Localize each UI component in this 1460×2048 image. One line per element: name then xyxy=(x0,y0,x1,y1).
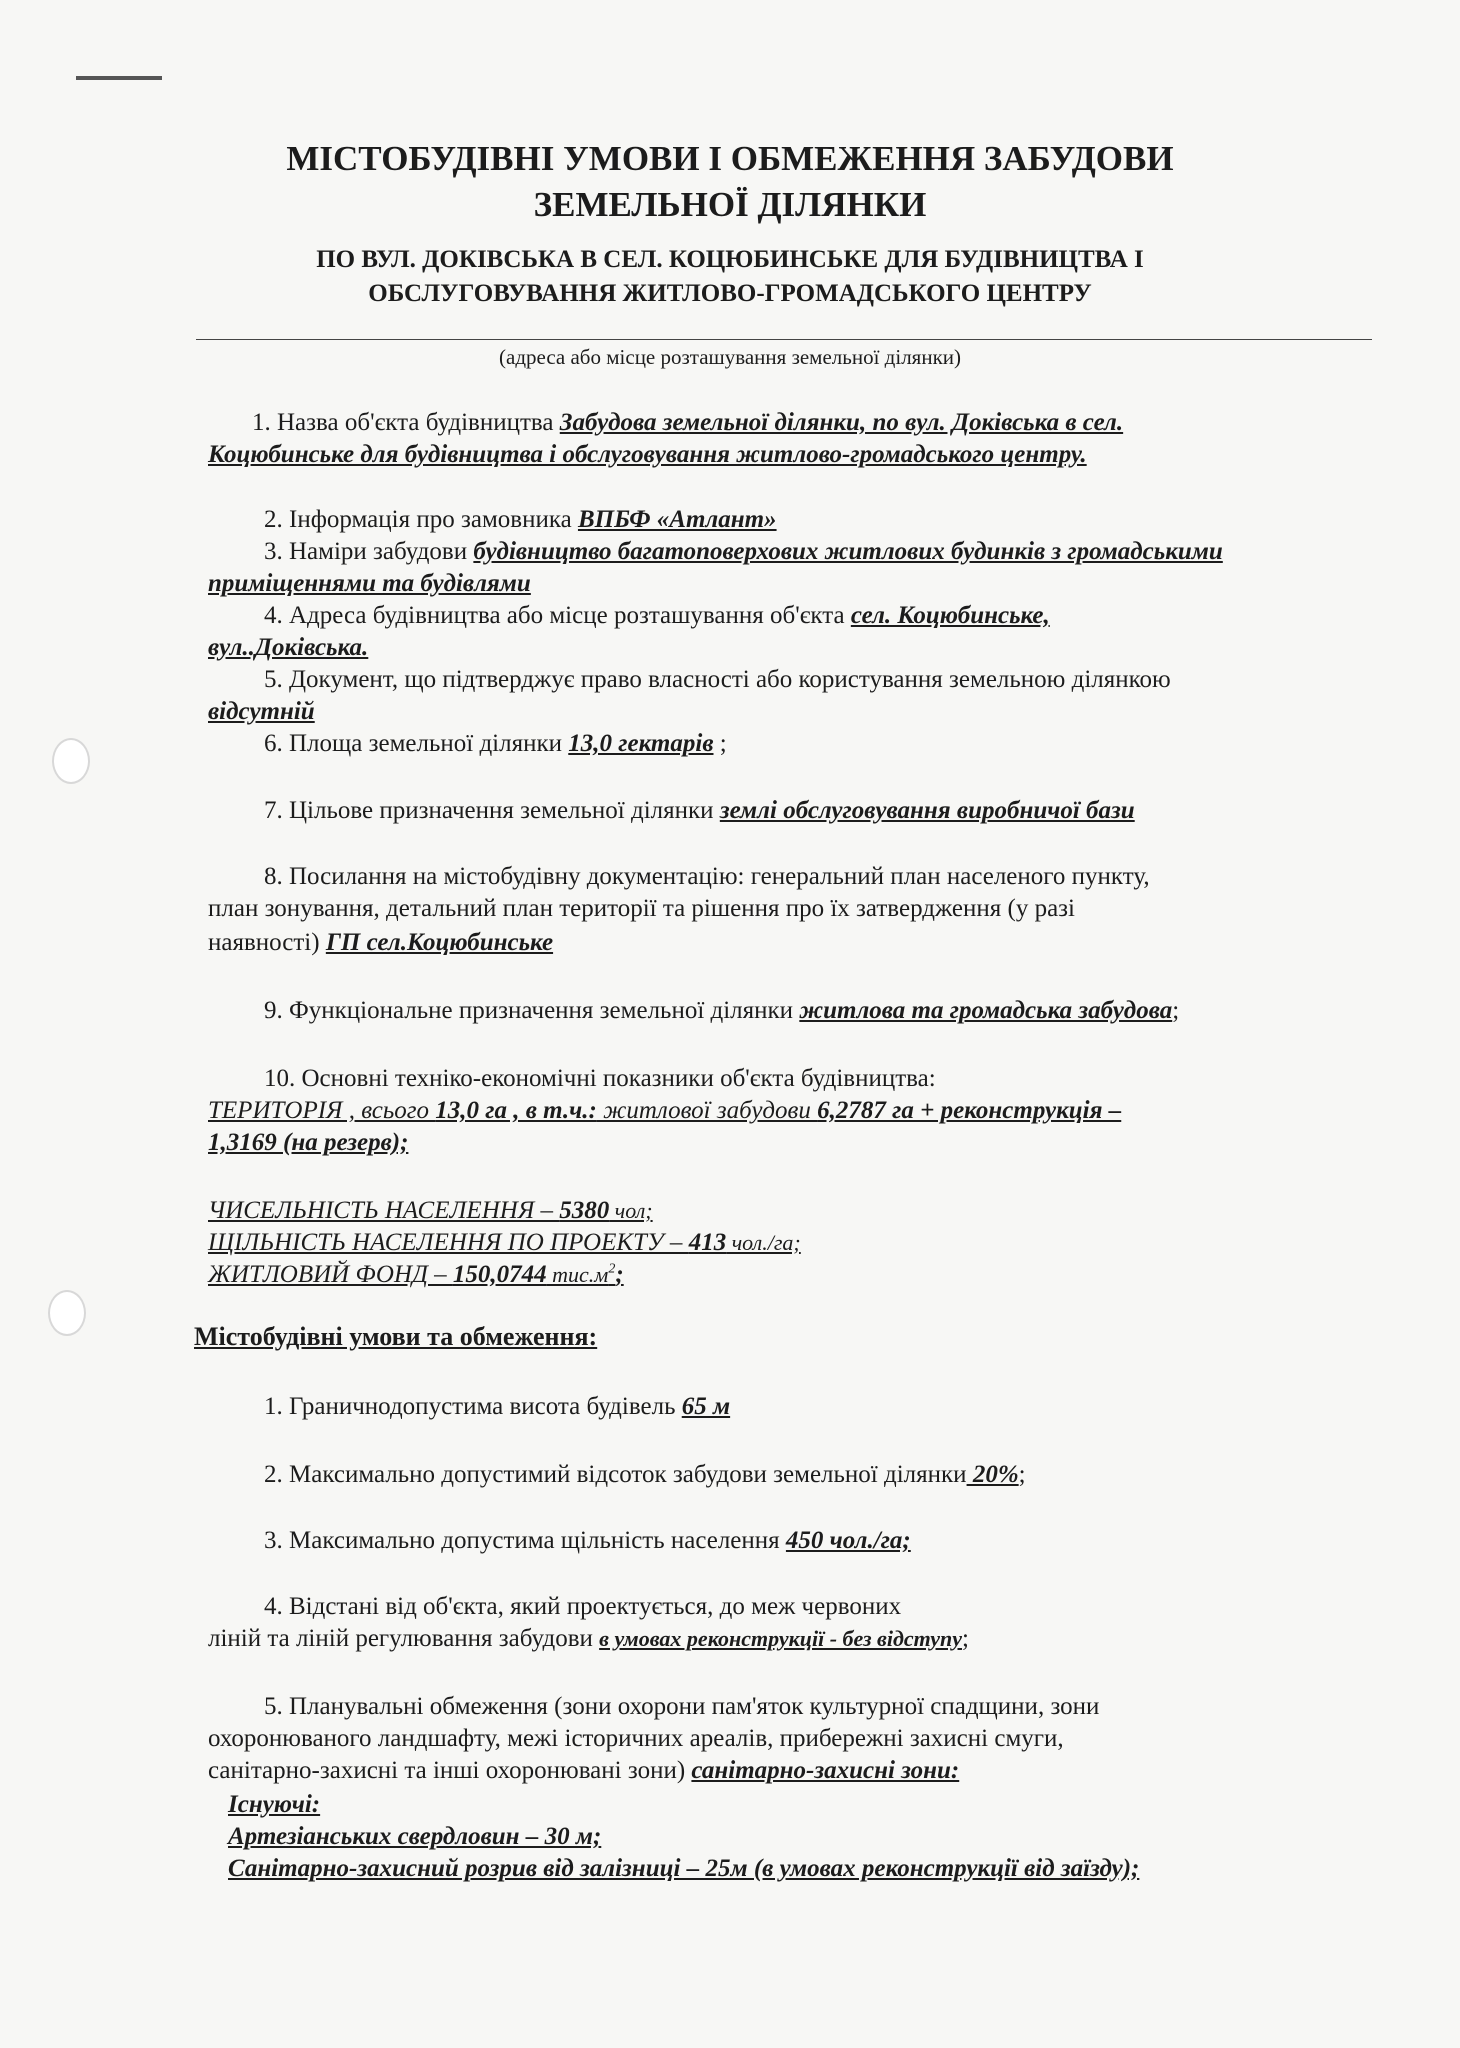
location-value: сел. Коцюбинське, xyxy=(850,602,1050,629)
punch-hole xyxy=(52,738,90,784)
cond-5-line-3: санітарно-захисні та інші охоронювані зони) санітарно-захисні зони: xyxy=(208,1757,960,1784)
item-8-line-2: план зонування, детальний план території та рішення про їх затвердження (у разі xyxy=(208,895,1075,922)
population-line: ЧИСЕЛЬНІСТЬ НАСЕЛЕННЯ – 5380 чол; xyxy=(208,1197,653,1224)
item-8-line-3: наявності) ГП сел.Коцюбинське xyxy=(208,929,554,956)
intent-value: будівництво багатоповерхових житлових будинків з громадськими xyxy=(473,538,1223,565)
housing-line: ЖИТЛОВИЙ ФОНД – 150,0744 $тис.м^2$; xyxy=(208,1261,624,1288)
doc-title-line-1: МІСТОБУДІВНІ УМОВИ І ОБМЕЖЕННЯ ЗАБУДОВИ xyxy=(286,139,1174,178)
item-1-line-2 xyxy=(208,440,1087,470)
cond-3: 3. Максимально допустима щільність населення 450 чол./га; xyxy=(264,1527,911,1554)
setback-value: в умовах реконструкції - без відступу xyxy=(599,1626,963,1651)
density-line: ЩІЛЬНІСТЬ НАСЕЛЕННЯ ПО ПРОЕКТУ – 413 чол./га; xyxy=(208,1229,801,1256)
cond-4-line-2: ліній та ліній регулювання забудови в умовах реконструкції - без відступу; xyxy=(208,1625,969,1652)
existing-label: Існуючі: xyxy=(228,1791,321,1818)
cond-5-line-2: охоронюваного ландшафту, межі історичних ареалів, прибережні захисні смуги, xyxy=(208,1725,1064,1752)
item-5-line-2 xyxy=(208,697,315,727)
item-3-line-1: 3. Наміри забудови будівництво багатоповерхових житлових будинків з громадськими xyxy=(264,538,1223,565)
scan-mark xyxy=(76,76,162,80)
functional-value: житлова та громадська забудова xyxy=(799,997,1173,1024)
item-1-line-1 xyxy=(252,408,1123,438)
item-1-value-cont: Коцюбинське для будівництва і обслуговування житлово-громадського центру. xyxy=(208,441,1087,468)
railway-line: Санітарно-захисний розрив від залізниці – 25м (в умовах реконструкції від заїзду); xyxy=(228,1855,1140,1882)
sanitary-value: санітарно-захисні зони: xyxy=(691,1757,960,1784)
cond-1: 1. Граничнодопустима висота будівель 65 м xyxy=(264,1393,731,1420)
doc-subtitle-line-1: ПО ВУЛ. ДОКІВСЬКА В СЕЛ. КОЦЮБИНСЬКЕ ДЛЯ БУДІВНИЦТВА І xyxy=(316,246,1144,273)
cond-5-line-1: 5. Планувальні обмеження (зони охорони пам'яток культурної спадщини, зони xyxy=(264,1693,1100,1720)
section-heading: Містобудівні умови та обмеження: xyxy=(194,1322,598,1351)
item-6: 6. Площа земельної ділянки 13,0 гектарів ; xyxy=(264,730,727,757)
doc-subtitle-line-2: ОБСЛУГОВУВАННЯ ЖИТЛОВО-ГРОМАДСЬКОГО ЦЕНТРУ xyxy=(368,280,1092,307)
ownership-doc-value: відсутній xyxy=(208,698,315,725)
item-3-line-2: приміщеннями та будівлями xyxy=(208,570,531,597)
item-4-line-2: вул..Доківська. xyxy=(208,634,369,661)
item-10-label: 10. Основні техніко-економічні показники об'єкта будівництва: xyxy=(264,1065,936,1092)
customer-value: ВПБФ «Атлант» xyxy=(577,506,777,533)
purpose-value: землі обслуговування виробничої бази xyxy=(719,797,1135,824)
artesian-line: Артезіанських свердловин – 30 м; xyxy=(228,1823,602,1850)
item-4-line-1: 4. Адреса будівництва або місце розташування об'єкта сел. Коцюбинське, xyxy=(264,602,1050,629)
coverage-value: 20% xyxy=(966,1461,1019,1488)
item-2: 2. Інформація про замовника ВПБФ «Атлант» xyxy=(264,506,777,533)
item-5-line-1: 5. Документ, що підтверджує право власності або користування земельною ділянкою xyxy=(264,666,1171,693)
item-1-value: Забудова земельної ділянки, по вул. Доківська в сел. xyxy=(559,409,1124,436)
area-value: 13,0 гектарів xyxy=(568,730,714,757)
height-value: 65 м xyxy=(681,1393,731,1420)
doc-title-line-2: ЗЕМЕЛЬНОЇ ДІЛЯНКИ xyxy=(533,185,927,224)
address-caption: (адреса або місце розташування земельної ділянки) xyxy=(499,345,961,369)
address-rule xyxy=(196,339,1372,340)
item-7: 7. Цільове призначення земельної ділянки землі обслуговування виробничої бази xyxy=(264,797,1135,824)
item-9: 9. Функціональне призначення земельної ділянки житлова та громадська забудова; xyxy=(264,997,1180,1024)
cond-2: 2. Максимально допустимий відсоток забудови земельної ділянки 20%; xyxy=(264,1461,1026,1488)
punch-hole xyxy=(48,1290,86,1336)
cond-4-line-1: 4. Відстані від об'єкта, який проектується, до меж червоних xyxy=(264,1593,902,1620)
territory-line-2: 1,3169 (на резерв); xyxy=(208,1129,409,1156)
max-density-value: 450 чол./га; xyxy=(785,1527,911,1554)
item-8-line-1: 8. Посилання на містобудівну документацію: генеральний план населеного пункту, xyxy=(264,863,1150,890)
territory-line-1: ТЕРИТОРІЯ , всього 13,0 га , в т.ч.: житлової забудови 6,2787 га + реконструкція – xyxy=(208,1097,1122,1124)
docs-value: ГП сел.Коцюбинське xyxy=(325,929,554,956)
item-1-label: 1. Назва об'єкта будівництва xyxy=(252,409,554,436)
